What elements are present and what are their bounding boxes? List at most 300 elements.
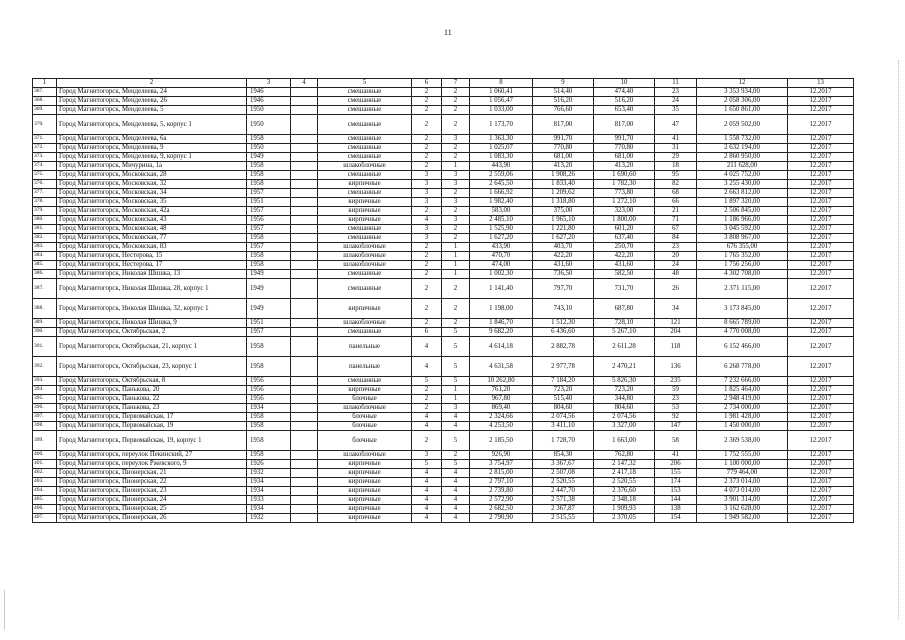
cell-year-built: 1926 — [247, 460, 291, 469]
cell-year-built: 1932 — [247, 469, 291, 478]
cell-residential-area: 1 318,80 — [533, 198, 594, 207]
cell-residential-area: 2 367,87 — [533, 505, 594, 514]
table-row — [33, 162, 854, 171]
cell-total-area: 1 198,00 — [470, 299, 533, 319]
cell-total-area: 2 185,50 — [470, 431, 533, 451]
cell-address: Город Магнитогорск, Панькова, 22 — [57, 395, 247, 404]
cell-cost: 1 752 555,00 — [697, 451, 788, 460]
cell-col-4 — [291, 144, 318, 153]
cell-year-built: 1958 — [247, 357, 291, 377]
cell-row-number: 386. — [33, 270, 57, 279]
cell-year-built: 1946 — [247, 97, 291, 106]
cell-wall-material: смешанные — [318, 144, 412, 153]
cell-total-area: 1 363,30 — [470, 135, 533, 144]
cell-cost: 2 860 950,00 — [697, 153, 788, 162]
cell-entrances: 3 — [442, 216, 470, 225]
cell-year-built: 1934 — [247, 478, 291, 487]
cell-residential-area: 854,30 — [533, 451, 594, 460]
cell-private-area: 653,40 — [594, 106, 655, 115]
cell-entrances: 3 — [442, 135, 470, 144]
cell-residential-area: 991,70 — [533, 135, 594, 144]
cell-address: Город Магнитогорск, Первомайская, 17 — [57, 413, 247, 422]
cell-total-area: 869,40 — [470, 404, 533, 413]
table-row — [33, 496, 854, 505]
cell-entrances: 4 — [442, 413, 470, 422]
cell-residents: 144 — [655, 496, 697, 505]
cell-total-area: 9 682,20 — [470, 328, 533, 337]
cell-entrances: 2 — [442, 225, 470, 234]
cell-floors: 2 — [412, 431, 442, 451]
cell-row-number: 369. — [33, 106, 57, 115]
cell-entrances: 4 — [442, 514, 470, 523]
cell-floors: 2 — [412, 395, 442, 404]
cell-total-area: 470,70 — [470, 252, 533, 261]
cell-cost: 1 558 732,00 — [697, 135, 788, 144]
table-row — [33, 234, 854, 243]
cell-residents: 138 — [655, 505, 697, 514]
cell-col-4 — [291, 496, 318, 505]
cell-residential-area: 2 977,78 — [533, 357, 594, 377]
cell-private-area: 2 611,28 — [594, 337, 655, 357]
cell-entrances: 2 — [442, 144, 470, 153]
cell-residents: 23 — [655, 88, 697, 97]
cell-private-area: 516,20 — [594, 97, 655, 106]
cell-col-4 — [291, 189, 318, 198]
column-header: 6 — [412, 79, 442, 88]
cell-private-area: 637,40 — [594, 234, 655, 243]
cell-wall-material: шлакоблочные — [318, 243, 412, 252]
cell-cost: 2 371 115,00 — [697, 279, 788, 299]
cell-deadline: 12.2017 — [788, 207, 854, 216]
cell-private-area: 1 909,93 — [594, 505, 655, 514]
cell-deadline: 12.2017 — [788, 487, 854, 496]
cell-col-4 — [291, 328, 318, 337]
cell-residential-area: 817,00 — [533, 115, 594, 135]
cell-year-built: 1946 — [247, 88, 291, 97]
column-header: 10 — [594, 79, 655, 88]
cell-residents: 136 — [655, 357, 697, 377]
cell-row-number: 394. — [33, 386, 57, 395]
table-row — [33, 279, 854, 299]
cell-col-4 — [291, 270, 318, 279]
cell-wall-material: панельные — [318, 357, 412, 377]
cell-deadline: 12.2017 — [788, 451, 854, 460]
cell-residents: 68 — [655, 189, 697, 198]
cell-wall-material: кирпичные — [318, 299, 412, 319]
cell-floors: 3 — [412, 171, 442, 180]
cell-wall-material: блочные — [318, 422, 412, 431]
cell-deadline: 12.2017 — [788, 357, 854, 377]
cell-residential-area: 2 515,55 — [533, 514, 594, 523]
cell-deadline: 12.2017 — [788, 514, 854, 523]
cell-private-area: 5 267,10 — [594, 328, 655, 337]
cell-floors: 4 — [412, 514, 442, 523]
table-row — [33, 451, 854, 460]
cell-address: Город Магнитогорск, Мичурина, 1а — [57, 162, 247, 171]
cell-entrances: 4 — [442, 469, 470, 478]
cell-total-area: 443,90 — [470, 162, 533, 171]
cell-floors: 3 — [412, 234, 442, 243]
cell-cost: 676 355,00 — [697, 243, 788, 252]
cell-year-built: 1958 — [247, 180, 291, 189]
cell-wall-material: блочные — [318, 413, 412, 422]
cell-wall-material: смешанные — [318, 106, 412, 115]
cell-entrances: 1 — [442, 162, 470, 171]
cell-entrances: 2 — [442, 207, 470, 216]
cell-address: Город Магнитогорск, Пионерская, 22 — [57, 478, 247, 487]
cell-total-area: 2 645,50 — [470, 180, 533, 189]
cell-address: Город Магнитогорск, Пионерская, 24 — [57, 496, 247, 505]
column-header: 5 — [318, 79, 412, 88]
cell-total-area: 2 739,80 — [470, 487, 533, 496]
cell-residents: 92 — [655, 413, 697, 422]
cell-floors: 5 — [412, 377, 442, 386]
cell-residential-area: 1 221,80 — [533, 225, 594, 234]
table-row — [33, 328, 854, 337]
table-row — [33, 180, 854, 189]
cell-wall-material: смешанные — [318, 270, 412, 279]
cell-address: Город Магнитогорск, Московская, 77 — [57, 234, 247, 243]
cell-year-built: 1951 — [247, 319, 291, 328]
cell-row-number: 399. — [33, 431, 57, 451]
cell-residential-area: 7 184,20 — [533, 377, 594, 386]
cell-floors: 3 — [412, 180, 442, 189]
cell-total-area: 1 846,70 — [470, 319, 533, 328]
cell-entrances: 3 — [442, 404, 470, 413]
cell-total-area: 4 631,58 — [470, 357, 533, 377]
table-row — [33, 319, 854, 328]
cell-address: Город Магнитогорск, Московская, 32 — [57, 180, 247, 189]
cell-residents: 23 — [655, 395, 697, 404]
cell-address: Город Магнитогорск, Николая Шишка, 13 — [57, 270, 247, 279]
cell-wall-material: блочные — [318, 395, 412, 404]
cell-wall-material: кирпичные — [318, 487, 412, 496]
cell-entrances: 2 — [442, 97, 470, 106]
cell-cost: 2 058 306,00 — [697, 97, 788, 106]
cell-entrances: 2 — [442, 279, 470, 299]
cell-residents: 82 — [655, 180, 697, 189]
cell-row-number: 378. — [33, 198, 57, 207]
cell-year-built: 1958 — [247, 413, 291, 422]
cell-row-number: 384. — [33, 252, 57, 261]
cell-row-number: 389. — [33, 319, 57, 328]
cell-total-area: 1 666,92 — [470, 189, 533, 198]
cell-entrances: 2 — [442, 88, 470, 97]
cell-residents: 47 — [655, 115, 697, 135]
cell-residents: 71 — [655, 216, 697, 225]
cell-deadline: 12.2017 — [788, 198, 854, 207]
cell-residential-area: 770,80 — [533, 144, 594, 153]
cell-year-built: 1933 — [247, 496, 291, 505]
cell-private-area: 804,60 — [594, 404, 655, 413]
cell-private-area: 773,80 — [594, 189, 655, 198]
cell-year-built: 1934 — [247, 487, 291, 496]
cell-deadline: 12.2017 — [788, 386, 854, 395]
cell-year-built: 1950 — [247, 115, 291, 135]
cell-residents: 84 — [655, 234, 697, 243]
cell-private-area: 1 663,00 — [594, 431, 655, 451]
cell-private-area: 250,70 — [594, 243, 655, 252]
cell-residents: 53 — [655, 404, 697, 413]
cell-wall-material: шлакоблочные — [318, 404, 412, 413]
cell-cost: 3 353 934,00 — [697, 88, 788, 97]
table-row — [33, 413, 854, 422]
cell-total-area: 1 056,47 — [470, 97, 533, 106]
cell-wall-material: шлакоблочные — [318, 261, 412, 270]
cell-wall-material: смешанные — [318, 171, 412, 180]
table-row — [33, 357, 854, 377]
cell-floors: 2 — [412, 252, 442, 261]
cell-cost: 1 949 582,00 — [697, 514, 788, 523]
cell-cost: 1 186 966,00 — [697, 216, 788, 225]
cell-wall-material: кирпичные — [318, 478, 412, 487]
cell-floors: 4 — [412, 413, 442, 422]
cell-deadline: 12.2017 — [788, 328, 854, 337]
table-row — [33, 115, 854, 135]
cell-entrances: 5 — [442, 328, 470, 337]
cell-deadline: 12.2017 — [788, 270, 854, 279]
cell-floors: 3 — [412, 189, 442, 198]
cell-private-area: 991,70 — [594, 135, 655, 144]
cell-entrances: 5 — [442, 431, 470, 451]
cell-deadline: 12.2017 — [788, 337, 854, 357]
cell-floors: 5 — [412, 460, 442, 469]
cell-address: Город Магнитогорск, Менделеева, 5 — [57, 106, 247, 115]
cell-row-number: 395. — [33, 395, 57, 404]
cell-row-number: 380. — [33, 216, 57, 225]
cell-row-number: 383. — [33, 243, 57, 252]
cell-floors: 2 — [412, 97, 442, 106]
cell-entrances: 3 — [442, 180, 470, 189]
cell-address: Город Магнитогорск, Панькова, 20 — [57, 386, 247, 395]
cell-floors: 2 — [412, 207, 442, 216]
cell-private-area: 2 417,18 — [594, 469, 655, 478]
cell-cost: 2 059 502,00 — [697, 115, 788, 135]
cell-floors: 4 — [412, 422, 442, 431]
cell-floors: 2 — [412, 153, 442, 162]
cell-deadline: 12.2017 — [788, 106, 854, 115]
cell-private-area: 817,00 — [594, 115, 655, 135]
cell-year-built: 1958 — [247, 431, 291, 451]
cell-deadline: 12.2017 — [788, 460, 854, 469]
cell-wall-material: блочные — [318, 431, 412, 451]
table-row — [33, 225, 854, 234]
cell-residents: 66 — [655, 198, 697, 207]
cell-year-built: 1932 — [247, 514, 291, 523]
cell-wall-material: кирпичные — [318, 469, 412, 478]
cell-residential-area: 515,40 — [533, 395, 594, 404]
page-number: 11 — [444, 28, 452, 37]
cell-residents: 155 — [655, 469, 697, 478]
column-header: 11 — [655, 79, 697, 88]
cell-private-area: 2 370,05 — [594, 514, 655, 523]
cell-year-built: 1956 — [247, 216, 291, 225]
cell-deadline: 12.2017 — [788, 115, 854, 135]
cell-floors: 2 — [412, 106, 442, 115]
cell-wall-material: шлакоблочные — [318, 252, 412, 261]
cell-total-area: 1 525,90 — [470, 225, 533, 234]
cell-private-area: 582,50 — [594, 270, 655, 279]
cell-residential-area: 2 571,38 — [533, 496, 594, 505]
column-header: 2 — [57, 79, 247, 88]
cell-wall-material: кирпичные — [318, 207, 412, 216]
cell-deadline: 12.2017 — [788, 395, 854, 404]
cell-cost: 1 650 861,00 — [697, 106, 788, 115]
cell-private-area: 323,00 — [594, 207, 655, 216]
cell-deadline: 12.2017 — [788, 216, 854, 225]
cell-total-area: 2 485,10 — [470, 216, 533, 225]
cell-private-area: 1 690,60 — [594, 171, 655, 180]
cell-total-area: 2 324,66 — [470, 413, 533, 422]
table-row — [33, 386, 854, 395]
cell-floors: 4 — [412, 478, 442, 487]
cell-wall-material: смешанные — [318, 328, 412, 337]
cell-entrances: 3 — [442, 171, 470, 180]
cell-col-4 — [291, 234, 318, 243]
cell-col-4 — [291, 413, 318, 422]
cell-total-area: 1 141,40 — [470, 279, 533, 299]
cell-wall-material: кирпичные — [318, 496, 412, 505]
cell-entrances: 4 — [442, 422, 470, 431]
table-row — [33, 395, 854, 404]
cell-col-4 — [291, 357, 318, 377]
cell-year-built: 1950 — [247, 144, 291, 153]
cell-residents: 23 — [655, 243, 697, 252]
cell-year-built: 1957 — [247, 328, 291, 337]
cell-col-4 — [291, 153, 318, 162]
cell-entrances: 1 — [442, 386, 470, 395]
cell-private-area: 731,70 — [594, 279, 655, 299]
cell-address: Город Магнитогорск, Октябрьская, 21, корпус 1 — [57, 337, 247, 357]
table-row — [33, 478, 854, 487]
cell-residents: 21 — [655, 207, 697, 216]
cell-address: Город Магнитогорск, Московская, 83 — [57, 243, 247, 252]
table-row — [33, 106, 854, 115]
cell-residents: 121 — [655, 319, 697, 328]
cell-year-built: 1949 — [247, 299, 291, 319]
cell-cost: 6 268 778,00 — [697, 357, 788, 377]
cell-entrances: 1 — [442, 261, 470, 270]
cell-address: Город Магнитогорск, Октябрьская, 2 — [57, 328, 247, 337]
cell-total-area: 967,80 — [470, 395, 533, 404]
margin-scan-marks — [898, 60, 903, 620]
cell-floors: 3 — [412, 225, 442, 234]
cell-residential-area: 422,20 — [533, 252, 594, 261]
cell-deadline: 12.2017 — [788, 261, 854, 270]
cell-residents: 41 — [655, 451, 697, 460]
cell-residential-area: 2 447,70 — [533, 487, 594, 496]
cell-private-area: 2 348,18 — [594, 496, 655, 505]
cell-cost: 1 765 352,00 — [697, 252, 788, 261]
cell-entrances: 5 — [442, 377, 470, 386]
cell-address: Город Магнитогорск, Московская, 48 — [57, 225, 247, 234]
table-row — [33, 460, 854, 469]
cell-entrances: 4 — [442, 487, 470, 496]
column-header: 1 — [33, 79, 57, 88]
cell-col-4 — [291, 337, 318, 357]
cell-year-built: 1958 — [247, 422, 291, 431]
cell-private-area: 5 826,30 — [594, 377, 655, 386]
table-row — [33, 505, 854, 514]
cell-col-4 — [291, 135, 318, 144]
cell-floors: 3 — [412, 451, 442, 460]
cell-private-area: 413,20 — [594, 162, 655, 171]
cell-year-built: 1958 — [247, 234, 291, 243]
cell-cost: 1 100 000,00 — [697, 460, 788, 469]
cell-address: Город Магнитогорск, Нестерова, 17 — [57, 261, 247, 270]
cell-wall-material: смешанные — [318, 234, 412, 243]
cell-row-number: 376. — [33, 180, 57, 189]
cell-row-number: 374. — [33, 162, 57, 171]
cell-deadline: 12.2017 — [788, 252, 854, 261]
column-header: 3 — [247, 79, 291, 88]
cell-year-built: 1956 — [247, 395, 291, 404]
column-header: 9 — [533, 79, 594, 88]
column-header: 4 — [291, 79, 318, 88]
table-row — [33, 216, 854, 225]
cell-residential-area: 1 512,30 — [533, 319, 594, 328]
cell-residential-area: 1 833,40 — [533, 180, 594, 189]
cell-floors: 6 — [412, 328, 442, 337]
cell-wall-material: смешанные — [318, 189, 412, 198]
cell-year-built: 1958 — [247, 261, 291, 270]
cell-private-area: 770,80 — [594, 144, 655, 153]
cell-cost: 4 073 014,00 — [697, 487, 788, 496]
cell-cost: 3 808 967,00 — [697, 234, 788, 243]
cell-residential-area: 736,50 — [533, 270, 594, 279]
cell-address: Город Магнитогорск, переулок Ржевского, 9 — [57, 460, 247, 469]
cell-deadline: 12.2017 — [788, 97, 854, 106]
cell-private-area: 687,80 — [594, 299, 655, 319]
cell-private-area: 2 376,60 — [594, 487, 655, 496]
cell-address: Город Магнитогорск, Николая Шишка, 28, корпус 1 — [57, 279, 247, 299]
cell-row-number: 375. — [33, 171, 57, 180]
cell-deadline: 12.2017 — [788, 189, 854, 198]
cell-row-number: 396. — [33, 404, 57, 413]
cell-residents: 154 — [655, 514, 697, 523]
cell-residents: 206 — [655, 460, 697, 469]
cell-row-number: 391. — [33, 337, 57, 357]
cell-residents: 24 — [655, 261, 697, 270]
cell-floors: 2 — [412, 404, 442, 413]
cell-col-4 — [291, 404, 318, 413]
cell-deadline: 12.2017 — [788, 505, 854, 514]
cell-total-area: 474,00 — [470, 261, 533, 270]
cell-year-built: 1958 — [247, 171, 291, 180]
table-row — [33, 88, 854, 97]
cell-wall-material: шлакоблочные — [318, 451, 412, 460]
cell-wall-material: кирпичные — [318, 505, 412, 514]
cell-entrances: 5 — [442, 460, 470, 469]
cell-cost: 2 369 538,00 — [697, 431, 788, 451]
cell-residents: 204 — [655, 328, 697, 337]
cell-col-4 — [291, 505, 318, 514]
table-row — [33, 270, 854, 279]
cell-col-4 — [291, 162, 318, 171]
cell-total-area: 4 614,18 — [470, 337, 533, 357]
cell-residential-area: 1 965,10 — [533, 216, 594, 225]
cell-private-area: 601,20 — [594, 225, 655, 234]
cell-private-area: 3 327,00 — [594, 422, 655, 431]
cell-row-number: 398. — [33, 422, 57, 431]
cell-floors: 2 — [412, 135, 442, 144]
cell-col-4 — [291, 279, 318, 299]
cell-row-number: 381. — [33, 225, 57, 234]
cell-entrances: 2 — [442, 234, 470, 243]
cell-cost: 8 665 789,00 — [697, 319, 788, 328]
cell-private-area: 344,80 — [594, 395, 655, 404]
cell-deadline: 12.2017 — [788, 319, 854, 328]
